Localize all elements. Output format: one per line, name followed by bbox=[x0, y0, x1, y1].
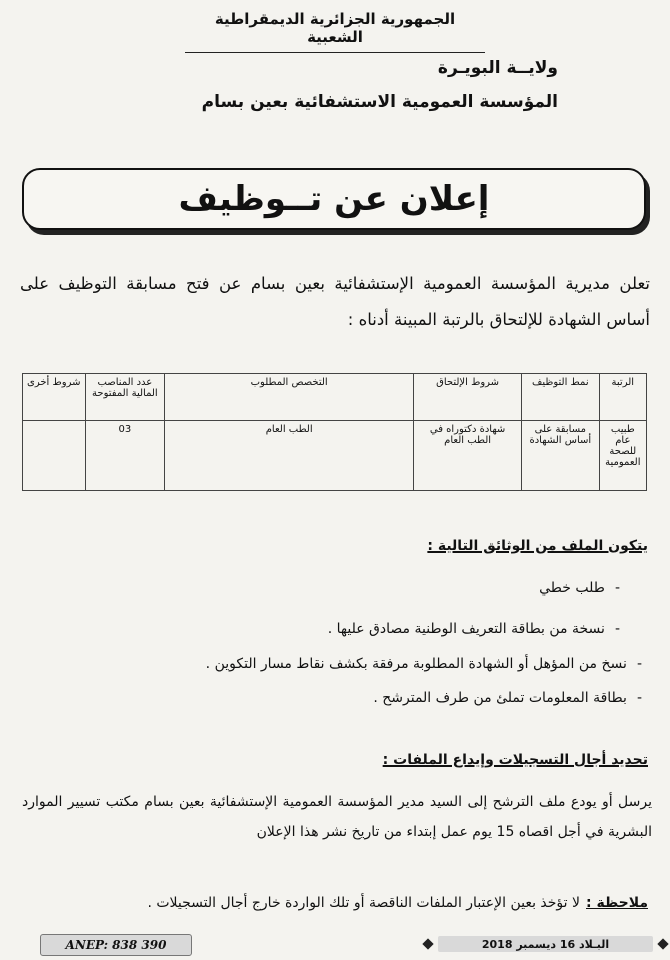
header-rank: الرتبة bbox=[599, 374, 646, 421]
documents-heading: يتكون الملف من الوثائق التالية : bbox=[427, 538, 648, 554]
document-text: نسخ من المؤهل أو الشهادة المطلوبة مرفقة بكشف نقاط مسار التكوين . bbox=[205, 656, 627, 672]
header-specialty: التخصص المطلوب bbox=[165, 374, 414, 421]
header-other-conditions: شروط أخرى bbox=[23, 374, 86, 421]
announcement-title: إعلان عن تــوظيف bbox=[178, 179, 490, 219]
establishment-name: المؤسسة العمومية الاستشفائية بعين بسام bbox=[201, 92, 558, 112]
cell-recruitment-mode: مسابقة على أساس الشهادة bbox=[522, 421, 600, 491]
diamond-ornament-icon bbox=[422, 938, 433, 949]
document-text: نسخة من بطاقة التعريف الوطنية مصادق عليها . bbox=[327, 621, 605, 637]
list-item bbox=[328, 621, 620, 637]
list-item bbox=[373, 690, 642, 706]
list-item bbox=[206, 656, 642, 672]
newspaper-footer bbox=[438, 936, 653, 952]
intro-paragraph: تعلن مديرية المؤسسة العمومية الإستشفائية بعين بسام عن فتح مسابقة التوظيف على أساس الشهادة للإلتحاق بالرتبة المبينة أدناه : bbox=[20, 274, 650, 329]
cell-open-posts: 03 bbox=[85, 421, 165, 491]
republic-header: الجمهورية الجزائرية الديمقراطية الشعبية bbox=[185, 10, 485, 53]
note-text: لا تؤخذ بعين الإعتبار الملفات الناقصة أو تلك الواردة خارج أجال التسجيلات . bbox=[147, 895, 580, 911]
deadline-heading: تحديد أجال التسجيلات وإيداع الملفات : bbox=[382, 752, 648, 768]
table-row bbox=[23, 421, 647, 491]
dash-bullet: - bbox=[636, 690, 642, 706]
cell-rank: طبيب عام للصحة العمومية bbox=[599, 421, 646, 491]
deadline-paragraph: يرسل أو يودع ملف الترشح إلى السيد مدير المؤسسة العمومية الإستشفائية بعين بسام مكتب تسيير الموارد البشرية في أجل اقصاه 15 يوم عمل إبتداء من تاريخ نشر هذا الإعلان bbox=[22, 794, 652, 840]
note bbox=[147, 895, 648, 911]
cell-conditions: شهادة دكتوراه في الطب العام bbox=[414, 421, 522, 491]
document-text: بطاقة المعلومات تملئ من طرف المترشح . bbox=[373, 690, 627, 706]
cell-specialty: الطب العام bbox=[165, 421, 414, 491]
dash-bullet: - bbox=[614, 621, 620, 637]
announcement-title-box bbox=[22, 168, 646, 230]
list-item bbox=[539, 580, 620, 596]
dash-bullet: - bbox=[614, 580, 620, 596]
diamond-ornament-icon bbox=[657, 938, 668, 949]
header-recruitment-mode: نمط التوظيف bbox=[522, 374, 600, 421]
dash-bullet: - bbox=[636, 656, 642, 672]
table-header-row bbox=[23, 374, 647, 421]
note-label: ملاحظة : bbox=[586, 895, 648, 911]
anep-reference: ANEP: 838 390 bbox=[40, 934, 192, 956]
positions-table bbox=[22, 373, 647, 491]
wilaya-name: ولايــة البويـرة bbox=[437, 58, 558, 78]
cell-other-conditions bbox=[23, 421, 86, 491]
header-conditions: شروط الإلتحاق bbox=[414, 374, 522, 421]
document-text: طلب خطي bbox=[539, 580, 605, 596]
header-open-posts: عدد المناصب المالية المفتوحة bbox=[85, 374, 165, 421]
newspaper-date: البـلاد 16 ديسمبر 2018 bbox=[481, 937, 610, 951]
